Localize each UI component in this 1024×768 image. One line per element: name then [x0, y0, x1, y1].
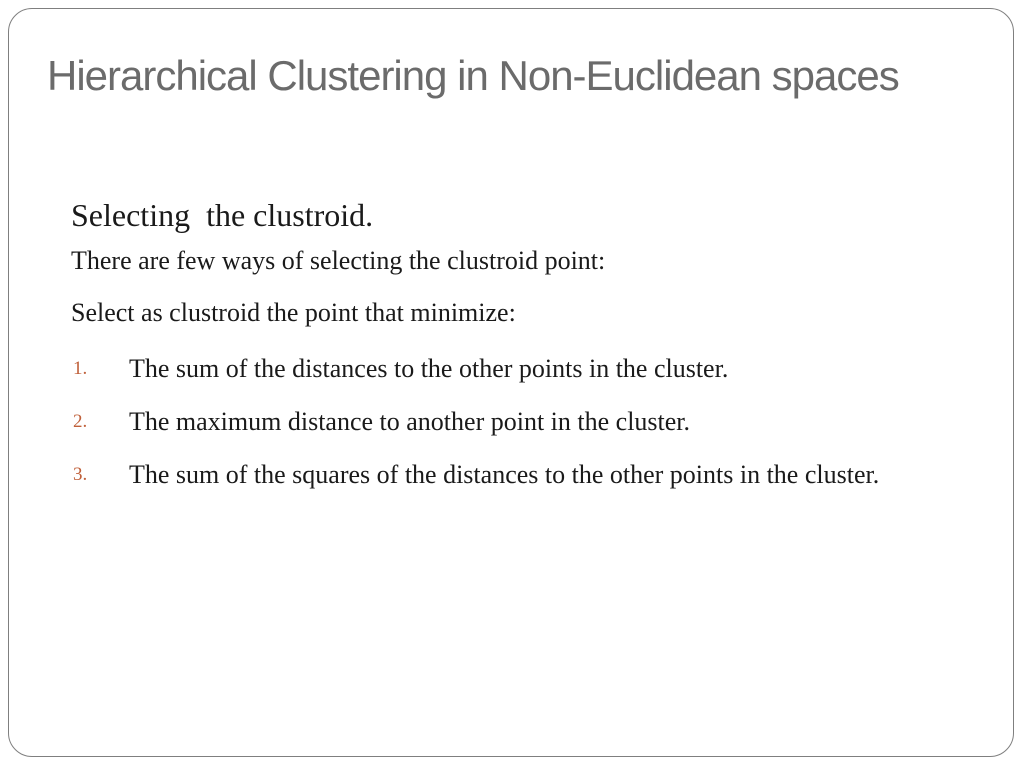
- list-number: 3.: [73, 464, 88, 485]
- list-number: 2.: [73, 411, 88, 432]
- list-item: [71, 401, 1001, 443]
- slide-frame: [8, 8, 1014, 757]
- lead-text: Select as clustroid the point that minimize:: [71, 298, 516, 327]
- list-item: [71, 348, 1001, 390]
- list-number: 1.: [73, 358, 88, 379]
- list-item-text: The sum of the squares of the distances to the other points in the cluster.: [129, 460, 880, 489]
- slide-subtitle: Selecting the clustroid.: [71, 197, 374, 233]
- list-item-text: The maximum distance to another point in the cluster.: [129, 407, 691, 436]
- list-item-text: The sum of the distances to the other points in the cluster.: [129, 354, 729, 383]
- list-item: [71, 454, 1001, 496]
- slide-body: [71, 192, 1001, 507]
- intro-text: There are few ways of selecting the clustroid point:: [71, 246, 606, 275]
- slide-title: Hierarchical Clustering in Non-Euclidean spaces: [47, 52, 899, 99]
- criteria-list: [71, 348, 1001, 496]
